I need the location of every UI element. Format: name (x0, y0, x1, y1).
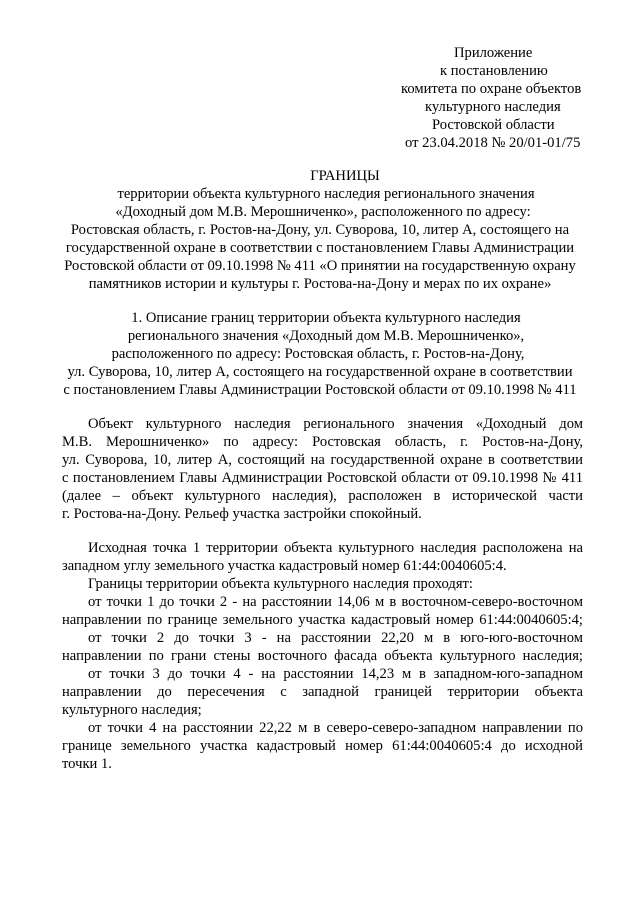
paragraph-line: культурного наследия; (62, 702, 202, 718)
appendix-line: Приложение (454, 45, 533, 61)
paragraph-line: направлении по грани стены восточного фасада объекта культурного наследия; (62, 648, 583, 664)
paragraph-line: от точки 4 на расстоянии 22,22 м в северо-северо-западном направлении по (88, 720, 583, 736)
paragraph-line: (далее – объект культурного наследия), расположен в исторической части (62, 488, 583, 504)
paragraph-line: от точки 2 до точки 3 - на расстоянии 22,20 м в юго-юго-восточном (88, 630, 583, 646)
paragraph-line: Объект культурного наследия регионального значения «Доходный дом (88, 416, 583, 432)
appendix-line: Ростовской области (432, 117, 555, 133)
paragraph-line: г. Ростова-на-Дону. Рельеф участка застройки спокойный. (62, 506, 422, 522)
paragraph-line: Исходная точка 1 территории объекта культурного наследия расположена на (88, 540, 583, 556)
paragraph-line: точки 1. (62, 756, 112, 772)
paragraph-line: направлении по границе земельного участка кадастровый номер 61:44:0040605:4; (62, 612, 583, 628)
paragraph-line: Границы территории объекта культурного наследия проходят: (88, 576, 473, 592)
section-heading-line: регионального значения «Доходный дом М.В. Мерошниченко», (127, 328, 525, 344)
title-line: Ростовской области от 09.10.1998 № 411 «О принятии на государственную охрану (64, 258, 576, 274)
title-line: территории объекта культурного наследия регионального значения (117, 186, 535, 202)
paragraph-line: от точки 3 до точки 4 - на расстоянии 14,23 м в западном-юго-западном (88, 666, 583, 682)
title-line: Ростовская область, г. Ростов-на-Дону, ул. Суворова, 10, литер А, состоящего на (70, 222, 570, 238)
paragraph-line: с постановлением Главы Администрации Ростовской области от 09.10.1998 № 411 (62, 470, 583, 486)
section-heading-line: с постановлением Главы Администрации Ростовской области от 09.10.1998 № 411 (63, 382, 577, 398)
appendix-line: комитета по охране объектов (401, 81, 582, 97)
paragraph-line: границе земельного участка кадастровый номер 61:44:0040605:4 до исходной (62, 738, 583, 754)
title-line: государственной охране в соответствии с постановлением Главы Администрации (65, 240, 575, 256)
section-heading-line: 1. Описание границ территории объекта культурного наследия (131, 310, 521, 326)
title-line: памятников истории и культуры г. Ростова-на-Дону и мерах по их охране» (88, 276, 552, 292)
appendix-line: к постановлению (440, 63, 548, 79)
paragraph-line: направлении до пересечения с западной границей территории объекта (62, 684, 583, 700)
document-title: ГРАНИЦЫ (310, 168, 380, 184)
paragraph-line: ул. Суворова, 10, литер А, состоящий на государственной охране в соответствии (62, 452, 583, 468)
paragraph-line: западном углу земельного участка кадастровый номер 61:44:0040605:4. (62, 558, 507, 574)
section-heading-line: ул. Суворова, 10, литер А, состоящего на государственной охране в соответствии (67, 364, 573, 380)
section-heading-line: расположенного по адресу: Ростовская область, г. Ростов-на-Дону, (111, 346, 525, 362)
paragraph-line: от точки 1 до точки 2 - на расстоянии 14,06 м в восточном-северо-восточном (88, 594, 583, 610)
paragraph-line: М.В. Мерошниченко» по адресу: Ростовская область, г. Ростов-на-Дону, (62, 434, 583, 450)
appendix-line: от 23.04.2018 № 20/01-01/75 (405, 135, 581, 151)
title-line: «Доходный дом М.В. Мерошниченко», расположенного по адресу: (115, 204, 531, 220)
appendix-line: культурного наследия (425, 99, 561, 115)
